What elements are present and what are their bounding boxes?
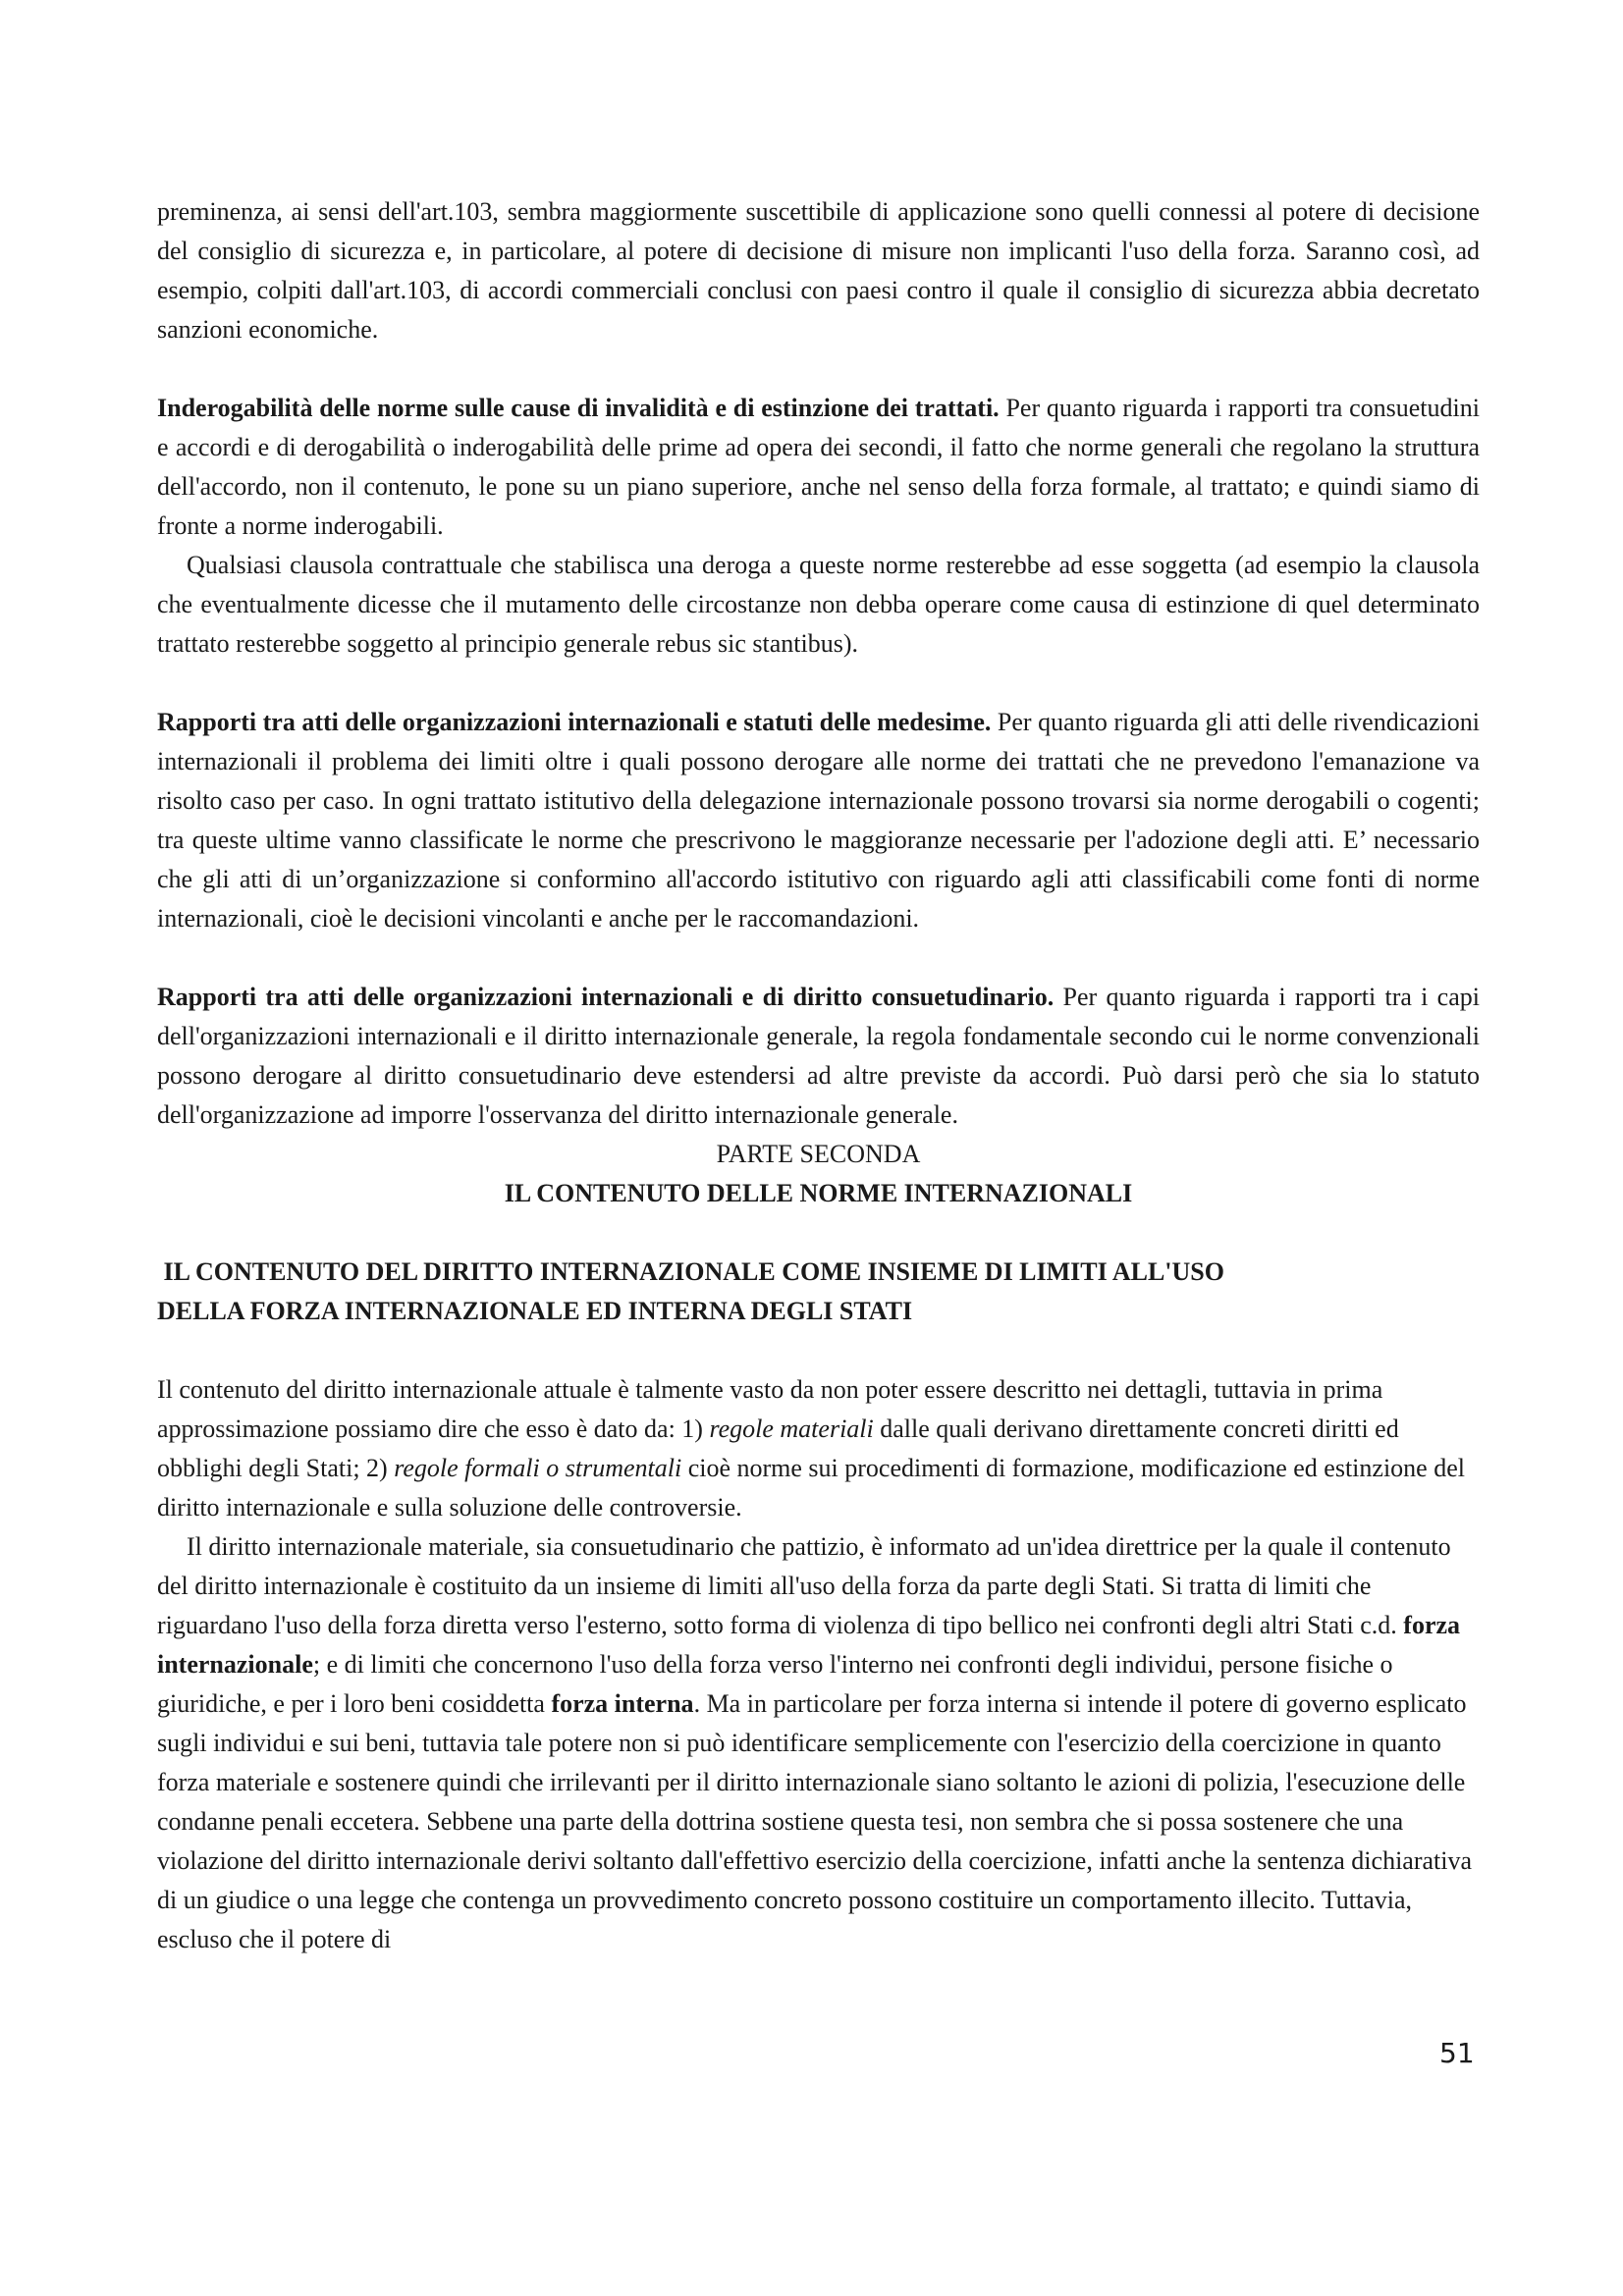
page-number: 51 [1439,2037,1475,2069]
paragraph-consuetudinario [157,978,1480,1135]
paragraph-text: cioè norme sui procedimenti di formazione, modificazione ed estinzione del diritto internazionale e sulla soluzione delle controversie. [157,1454,1465,1522]
paragraph-preminenza: preminenza, ai sensi dell'art.103, sembra maggiormente suscettibile di applicazione sono quelli connessi al potere di decisione del consiglio di sicurezza e, in particolare, al potere di decisione di misure non implicanti l'uso della forza. Saranno così, ad esempio, colpiti dall'art.103, di accordi commerciali conclusi con paesi contro il quale il consiglio di sicurezza abbia decretato sanzioni economiche. [157,197,1480,344]
paragraph-text: Per quanto riguarda i rapporti tra i capi dell'organizzazioni internazionali e il diritto internazionale generale, la regola fondamentale secondo cui le norme convenzionali possono derogare al diritto consuetudinario deve estendersi ad altre previste da accordi. Può darsi però che sia lo statuto dell'organizzazione ad imporre l'osservanza del diritto internazionale generale. [157,983,1480,1129]
paragraph-text: Il diritto internazionale materiale, sia consuetudinario che pattizio, è informato ad un'idea direttrice per la quale il contenuto del diritto internazionale è costituito da un insieme di limiti all'uso della forza da parte degli Stati. Si tratta di limiti che riguardano l'uso della forza diretta verso l'esterno, sotto forma di violenza di tipo bellico nei confronti degli altri Stati c.d. [157,1532,1451,1639]
paragraph-statuti [157,703,1480,938]
paragraph-materiale [157,1527,1480,1959]
part-title: IL CONTENUTO DELLE NORME INTERNAZIONALI [504,1179,1133,1207]
paragraph-gap [157,1213,1480,1253]
bold-term: forza internazionale [157,1611,1461,1679]
paragraph-gap [157,1331,1480,1370]
paragraph-heading: Inderogabilità delle norme sulle cause di invalidità e di estinzione dei trattati. [157,394,1000,422]
paragraph-gap [157,349,1480,389]
paragraph-text: ; e di limiti che concernono l'uso della forza verso l'interno nei confronti degli individui, persone fisiche o giuridiche, e per i loro beni cosiddetta [157,1650,1393,1718]
paragraph-clausola: Qualsiasi clausola contrattuale che stabilisca una deroga a queste norme resterebbe ad esse soggetta (ad esempio la clausola che eventualmente dicesse che il mutamento delle circostanze non debba operare come causa di estinzione di quel determinato trattato resterebbe soggetto al principio generale rebus sic stantibus). [157,551,1480,658]
section-title-line-1: IL CONTENUTO DEL DIRITTO INTERNAZIONALE COME INSIEME DI LIMITI ALL'USO [157,1257,1224,1286]
paragraph-heading: Rapporti tra atti delle organizzazioni internazionali e statuti delle medesime. [157,708,992,736]
paragraph-text: Per quanto riguarda i rapporti tra consuetudini e accordi e di derogabilità o inderogabilità delle prime ad opera dei secondi, il fatto che norme generali che regolano la struttura dell'accordo, non il contenuto, le pone su un piano superiore, anche nel senso della forza formale, al trattato; e quindi siamo di fronte a norme inderogabili. [157,394,1480,540]
italic-term: regole materiali [709,1415,874,1443]
paragraph-gap [157,938,1480,978]
paragraph-contenuto [157,1370,1480,1527]
page-body [157,192,1480,1959]
paragraph-text: dalle quali derivano direttamente concreti diritti ed obblighi degli Stati; 2) [157,1415,1399,1482]
paragraph-text: Il contenuto del diritto internazionale attuale è talmente vasto da non poter essere descritto nei dettagli, tuttavia in prima approssimazione possiamo dire che esso è dato da: 1) [157,1375,1383,1443]
paragraph-inderogabilita [157,389,1480,546]
section-title-line-2: DELLA FORZA INTERNAZIONALE ED INTERNA DEGLI STATI [157,1297,913,1325]
part-label: PARTE SECONDA [716,1140,921,1168]
paragraph-text: Per quanto riguarda gli atti delle rivendicazioni internazionali il problema dei limiti oltre i quali possono derogare alle norme dei trattati che ne prevedono l'emanazione va risolto caso per caso. In ogni trattato istitutivo della delegazione internazionale possono trovarsi sia norme derogabili o cogenti; tra queste ultime vanno classificate le norme che prescrivono le maggioranze necessarie per l'adozione degli atti. E’ necessario che gli atti di un’organizzazione si conformino all'accordo istitutivo con riguardo agli atti classificabili come fonti di norme internazionali, cioè le decisioni vincolanti e anche per le raccomandazioni. [157,708,1480,933]
paragraph-text: . Ma in particolare per forza interna si intende il potere di governo esplicato sugli individui e sui beni, tuttavia tale potere non si può identificare semplicemente con l'esercizio della coercizione in quanto forza materiale e sostenere quindi che irrilevanti per il diritto internazionale siano soltanto le azioni di polizia, l'esecuzione delle condanne penali eccetera. Sebbene una parte della dottrina sostiene questa tesi, non sembra che si possa sostenere che una violazione del diritto internazionale derivi soltanto dall'effettivo esercizio della coercizione, infatti anche la sentenza dichiarativa di un giudice o una legge che contenga un provvedimento concreto possono costituire un comportamento illecito. Tuttavia, escluso che il potere di [157,1689,1473,1953]
paragraph-gap [157,664,1480,703]
bold-term: forza interna [551,1689,694,1718]
paragraph-heading: Rapporti tra atti delle organizzazioni internazionali e di diritto consuetudinario. [157,983,1055,1011]
italic-term: regole formali o strumentali [394,1454,682,1482]
